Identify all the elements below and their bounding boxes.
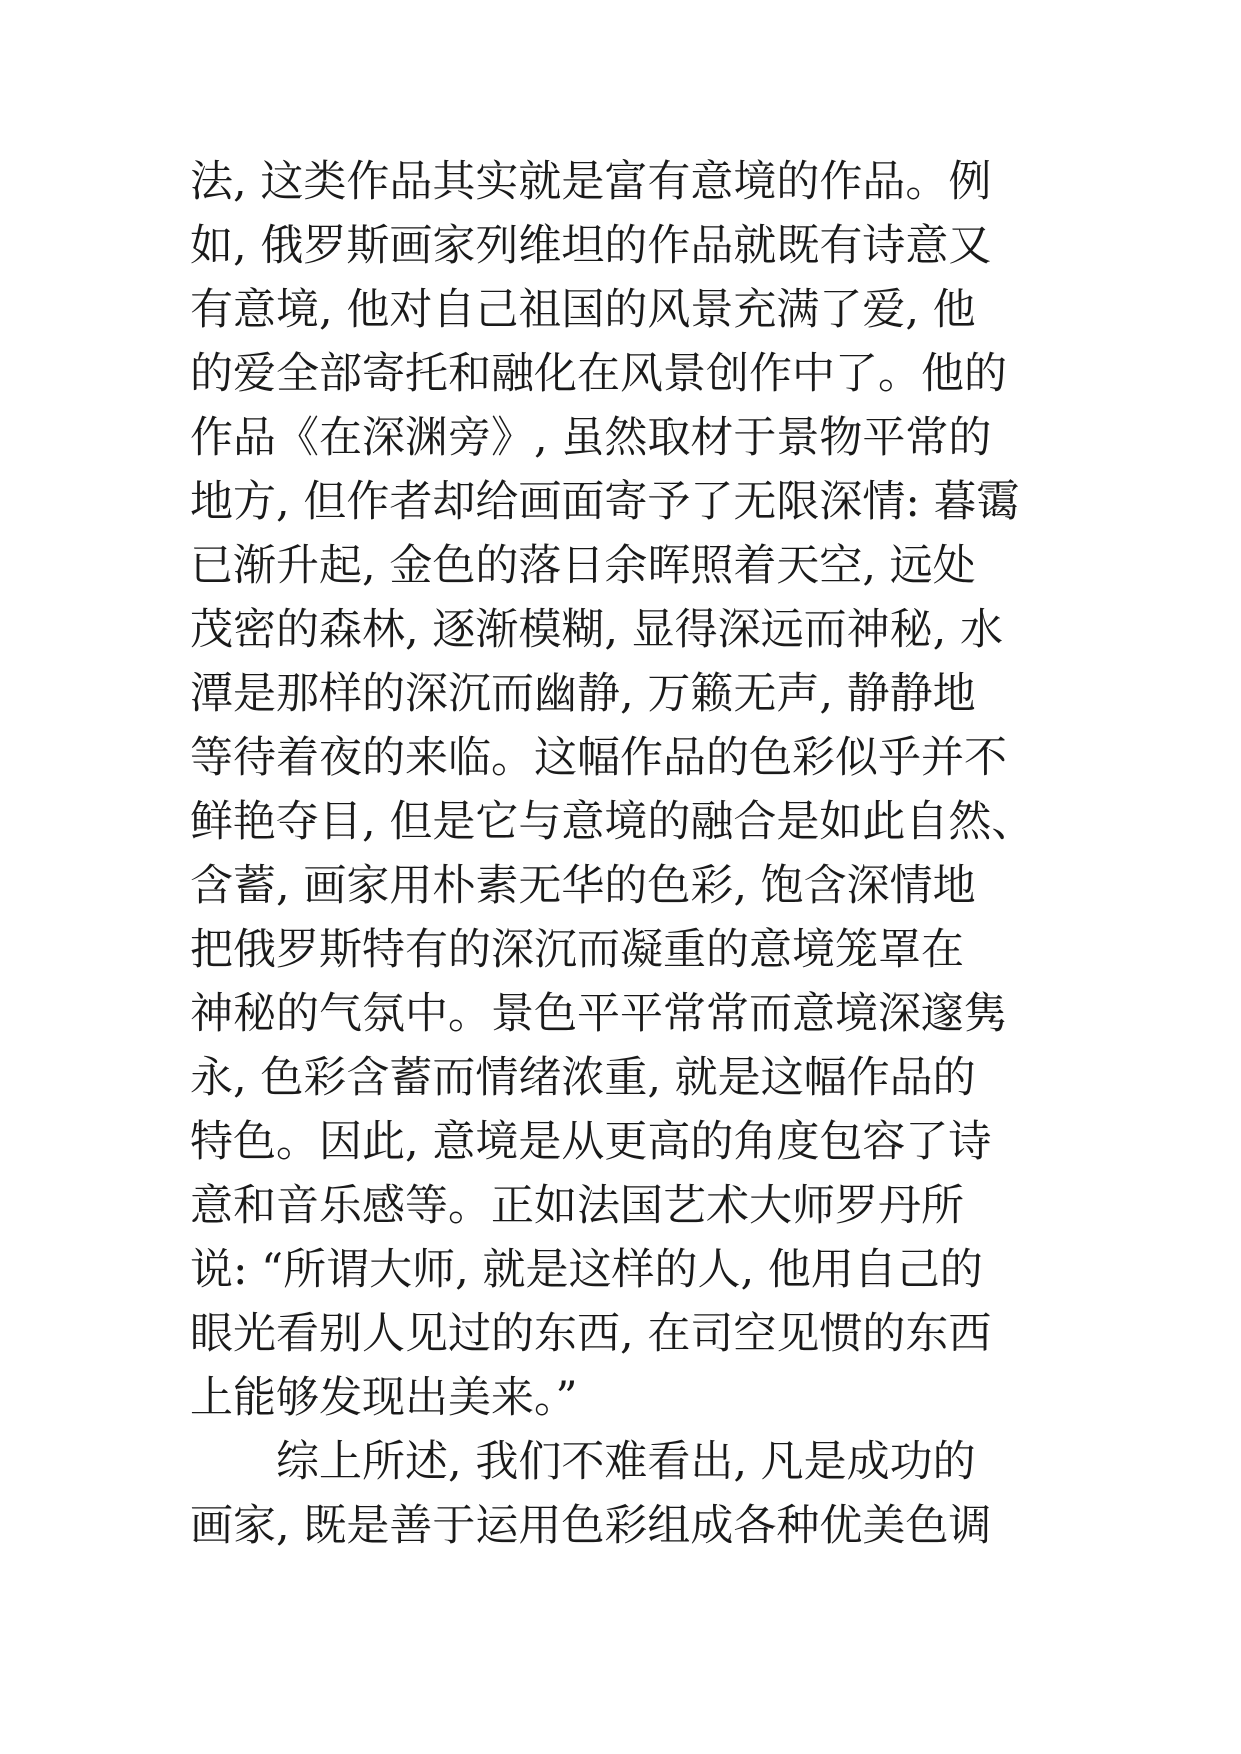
body-text [190, 150, 1090, 1558]
text-line: 如, 俄罗斯画家列维坦的作品就既有诗意又 [190, 221, 992, 271]
text-line: 眼光看别人见过的东西, 在司空见惯的东西 [190, 1309, 992, 1359]
paragraph-start-line: 综上所述, 我们不难看出, 凡是成功的 [276, 1437, 976, 1487]
text-line: 作品《在深渊旁》, 虽然取材于景物平常的 [190, 413, 992, 463]
text-line: 画家, 既是善于运用色彩组成各种优美色调 [190, 1501, 992, 1551]
text-line: 有意境, 他对自己祖国的风景充满了爱, 他 [190, 285, 976, 335]
text-line: 把俄罗斯特有的深沉而凝重的意境笼罩在 [190, 925, 964, 975]
text-line: 神秘的气氛中。景色平平常常而意境深邃隽 [190, 989, 1007, 1039]
text-line: 茂密的森林, 逐渐模糊, 显得深远而神秘, 水 [190, 605, 1004, 655]
text-line: 潭是那样的深沉而幽静, 万籁无声, 静静地 [190, 669, 976, 719]
text-line: 意和音乐感等。正如法国艺术大师罗丹所 [190, 1181, 964, 1231]
text-line: 上能够发现出美来。” [190, 1373, 578, 1423]
text-line: 鲜艳夺目, 但是它与意境的融合是如此自然、 [190, 797, 1035, 847]
text-line: 的爱全部寄托和融化在风景创作中了。他的 [190, 349, 1007, 399]
text-line: 特色。因此, 意境是从更高的角度包容了诗 [190, 1117, 992, 1167]
text-line: 说: “所谓大师, 就是这样的人, 他用自己的 [190, 1245, 983, 1295]
text-line: 含蓄, 画家用朴素无华的色彩, 饱含深情地 [190, 861, 976, 911]
text-line: 等待着夜的来临。这幅作品的色彩似乎并不 [190, 733, 1007, 783]
text-line: 永, 色彩含蓄而情绪浓重, 就是这幅作品的 [190, 1053, 976, 1103]
text-line: 法, 这类作品其实就是富有意境的作品。例 [190, 157, 992, 207]
text-line: 已渐升起, 金色的落日余晖照着天空, 远处 [190, 541, 976, 591]
text-line: 地方, 但作者却给画面寄予了无限深情: 暮霭 [190, 477, 1020, 527]
